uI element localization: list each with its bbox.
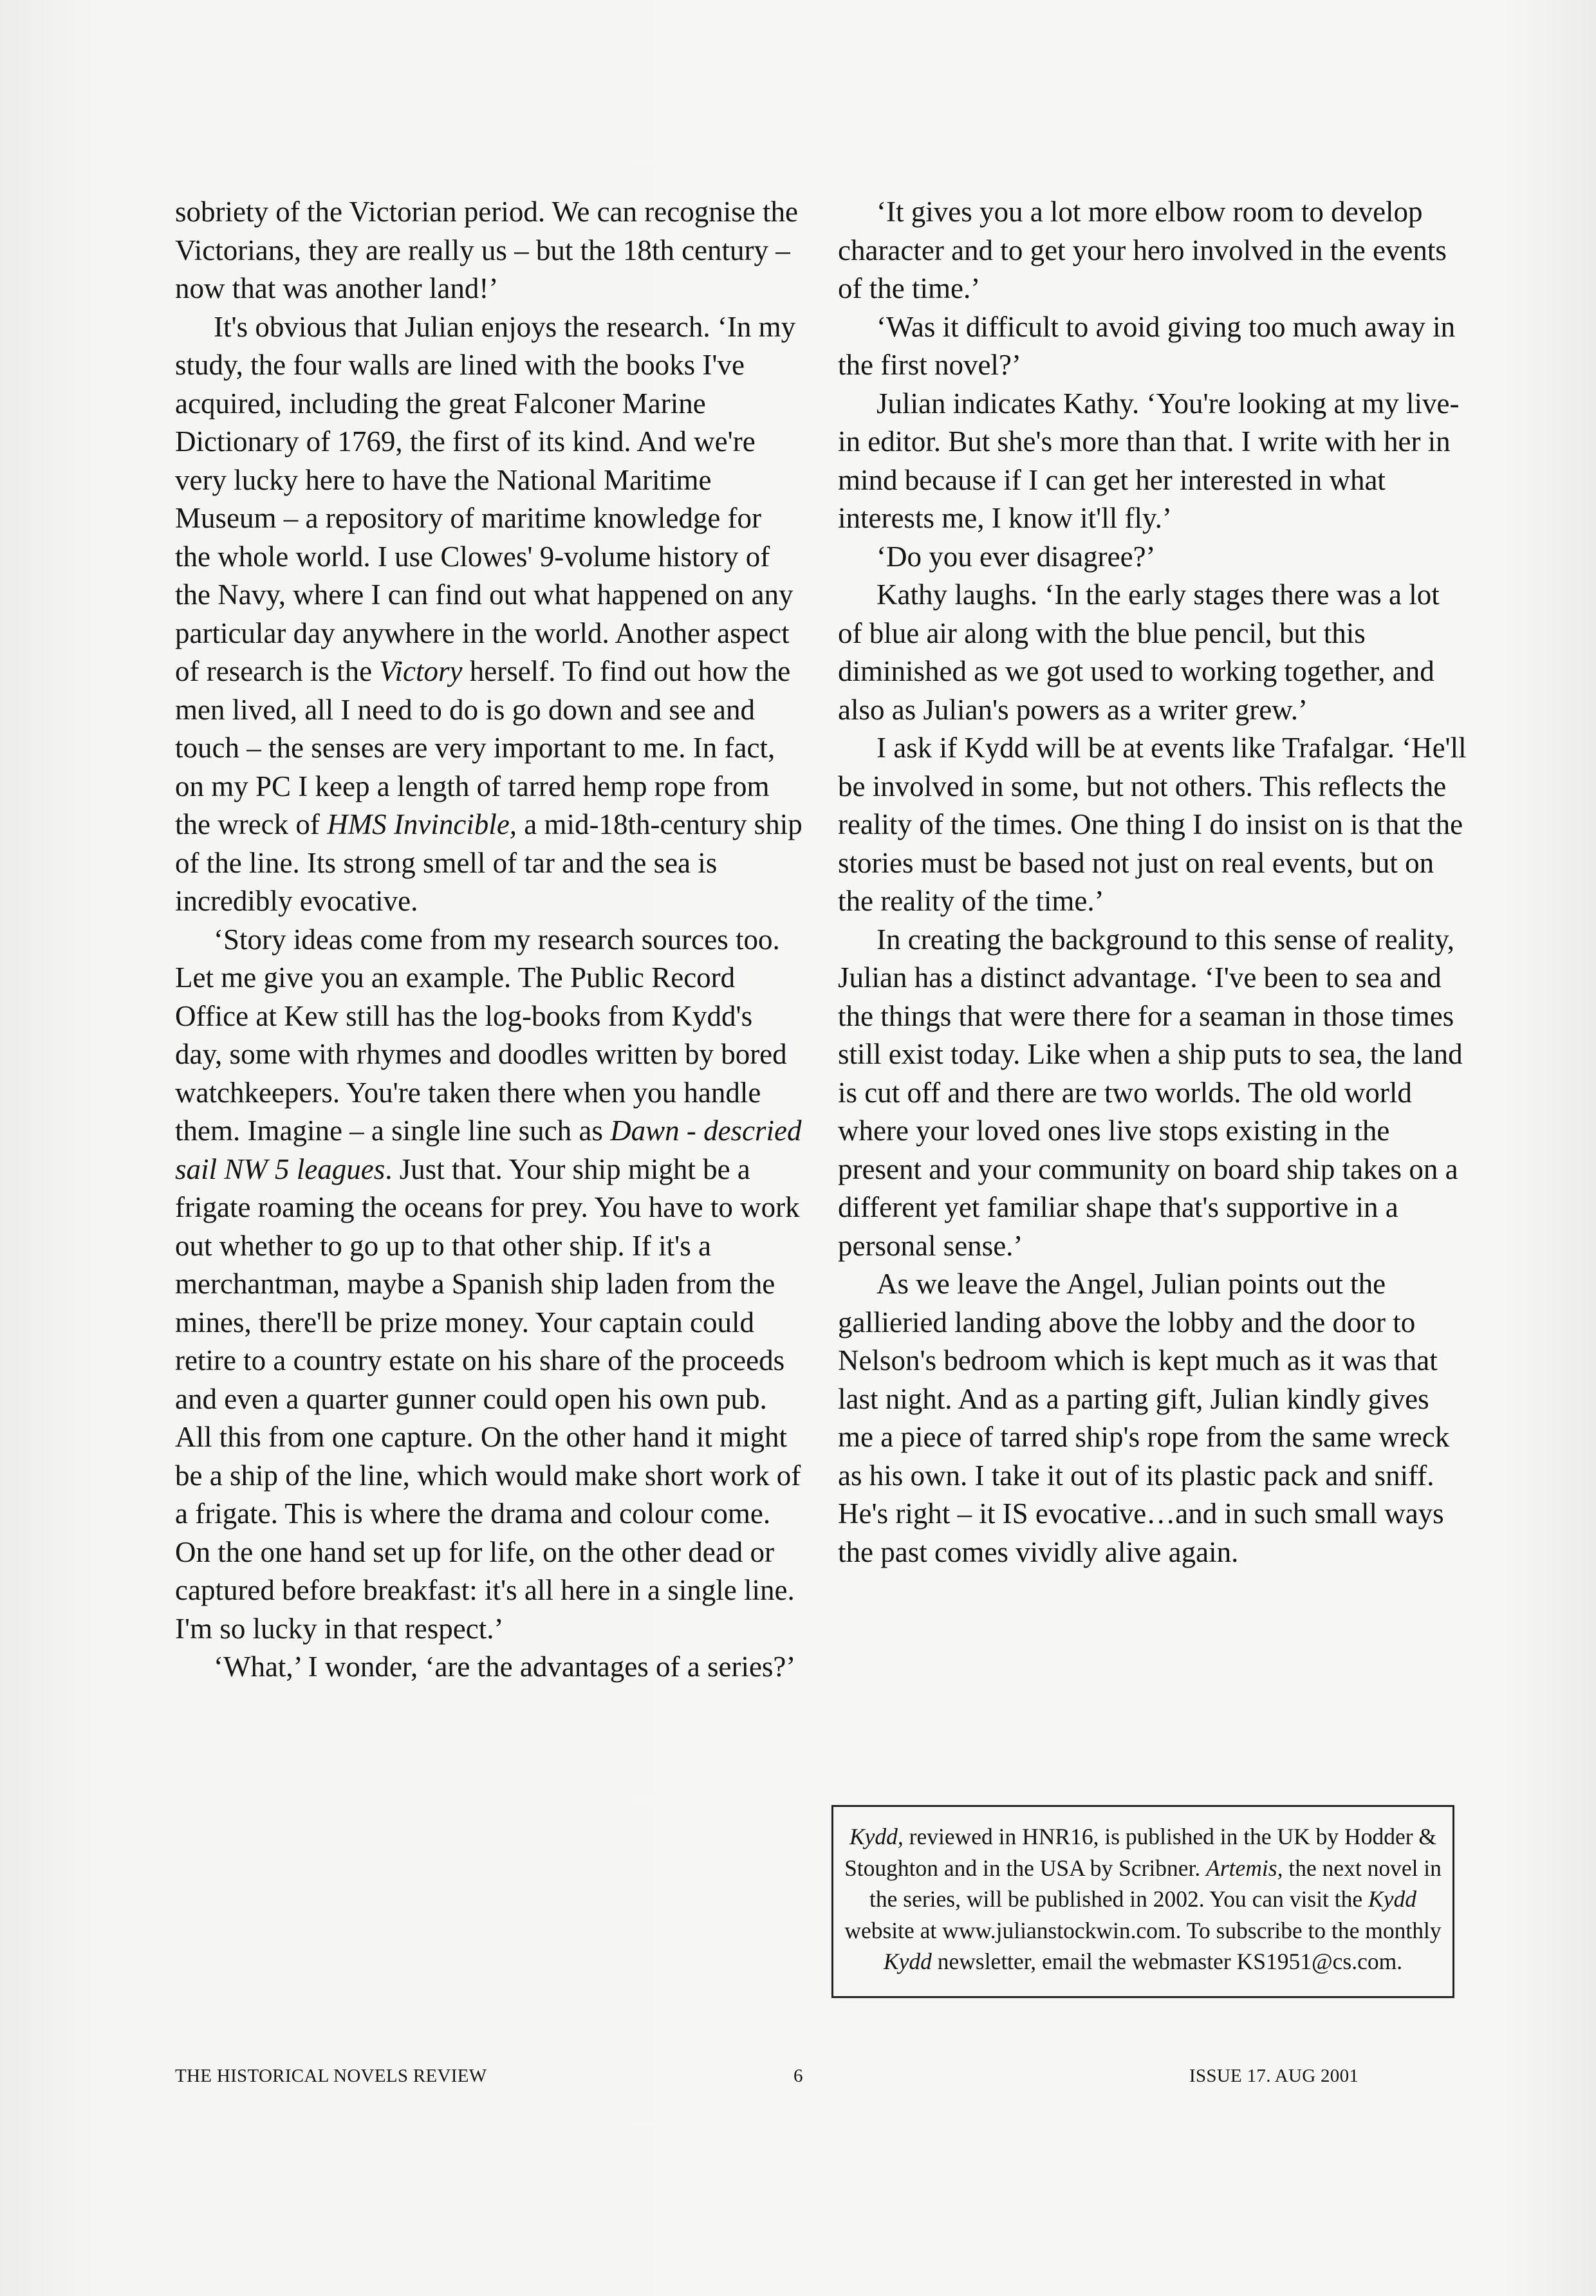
italic-text-run: Victory [379,655,463,687]
article-paragraph [175,308,803,921]
article-paragraph [838,729,1469,921]
text-run: a mid-18th-century ship of the line. Its strong smell of tar and the sea is incredibly evocative. [175,808,803,917]
article-paragraph [838,538,1469,577]
article-paragraph [838,308,1469,385]
text-run: ‘Story ideas come from my research sources too. Let me give you an example. The Public Record Office at Kew still has the log-books from Kydd's day, some with rhymes and doodles written by bored watchkeepers. You're taken there when you handle them. Imagine – a single line such as [175,923,787,1147]
article-paragraph [838,193,1469,308]
footer-page-number: 6 [793,2066,803,2086]
text-run: website at www.julianstockwin.com. To subscribe to the monthly [844,1917,1442,1943]
text-run: Kathy laughs. ‘In the early stages there was a lot of blue air along with the blue pencil, but this diminished as we got used to working together, and also as Julian's powers as a writer grew.’ [838,579,1440,726]
italic-text-run: HMS Invincible, [327,808,517,840]
book-info-box [831,1805,1454,1998]
italic-text-run: Kydd [1368,1886,1416,1912]
article-paragraph [838,576,1469,729]
italic-text-run: Kydd [883,1949,932,1974]
article-paragraph [175,921,803,1649]
italic-text-run: Dawn - descried sail NW 5 leagues [175,1115,802,1185]
text-run: . Just that. Your ship might be a frigate roaming the oceans for prey. You have to work out whether to go up to that other ship. If it's a merchantman, maybe a Spanish ship laden from the mines, there'll be prize money. Your captain could retire to a country estate on his share of the proceeds and even a quarter gunner could open his own pub. All this from one capture. On the other hand it might be a ship of the line, which would make short work of a frigate. This is where the drama and colour come. On the one hand set up for life, on the other dead or captured before breakfast: it's all here in a single line. I'm so lucky in that respect.’ [175,1153,801,1645]
article-paragraph [175,1648,803,1687]
text-run: ‘It gives you a lot more elbow room to develop character and to get your hero involved in the events of the time.’ [838,196,1447,304]
text-run: sobriety of the Victorian period. We can recognise the Victorians, they are really us – but the 18th century – now that was another land!’ [175,196,798,304]
text-run: ‘Do you ever disagree?’ [877,540,1156,573]
text-run: Julian indicates Kathy. ‘You're looking at my live-in editor. But she's more than that. I write with her in mind because if I can get her interested in what interests me, I know it'll fly.’ [838,387,1460,534]
text-run: It's obvious that Julian enjoys the research. ‘In my study, the four walls are lined with the books I've acquired, including the great Falconer Marine Dictionary of 1769, the first of its kind. And we're very lucky here to have the National Maritime Museum – a repository of maritime knowledge for the whole world. I use Clowes' 9-volume history of the Navy, where I can find out what happened on any particular day anywhere in the world. Another aspect of research is the [175,310,796,687]
article-paragraph [838,1265,1469,1571]
article-paragraph [838,385,1469,538]
text-run: herself. To find out how the men lived, all I need to do is go down and see and touch – the senses are very important to me. In fact, on my PC I keep a length of tarred hemp rope from the wreck of [175,655,791,840]
text-run: ‘What,’ I wonder, ‘are the advantages of a series?’ [214,1651,796,1683]
article-paragraph [175,193,803,308]
text-run: As we leave the Angel, Julian points out the gallieried landing above the lobby and the door to Nelson's bedroom which is kept much as it was that last night. And as a parting gift, Julian kindly gives me a piece of tarred ship's rope from the same wreck as his own. I take it out of its plastic pack and sniff. He's right – it IS evocative…and in such small ways the past comes vividly alive again. [838,1268,1450,1568]
italic-text-run: Kydd, [849,1824,904,1849]
text-run: In creating the background to this sense of reality, Julian has a distinct advantage. ‘I've been to sea and the things that were there for a seaman in those times still exist today. Like when a ship puts to sea, the land is cut off and there are two worlds. The old world where your loved ones live stops existing in the present and your community on board ship takes on a different yet familiar shape that's supportive in a personal sense.’ [838,923,1463,1262]
text-run: reviewed in HNR16, is published in the UK by Hodder & Stoughton and in the USA by Scribner. [844,1824,1437,1881]
article-right-column [838,193,1469,1571]
italic-text-run: Artemis, [1206,1855,1283,1881]
text-run: the next novel in the series, will be published in 2002. You can visit the [869,1855,1442,1912]
text-run: ‘Was it difficult to avoid giving too much away in the first novel?’ [838,310,1456,381]
footer-issue: ISSUE 17. AUG 2001 [1189,2066,1359,2086]
text-run: newsletter, email the webmaster KS1951@cs.com. [931,1949,1403,1974]
footer-publication: THE HISTORICAL NOVELS REVIEW [175,2066,487,2086]
article-paragraph [838,921,1469,1266]
article-left-column [175,193,803,1687]
text-run: I ask if Kydd will be at events like Trafalgar. ‘He'll be involved in some, but not others. This reflects the reality of the times. One thing I do insist on is that the stories must be based not just on real events, but on the reality of the time.’ [838,732,1467,917]
